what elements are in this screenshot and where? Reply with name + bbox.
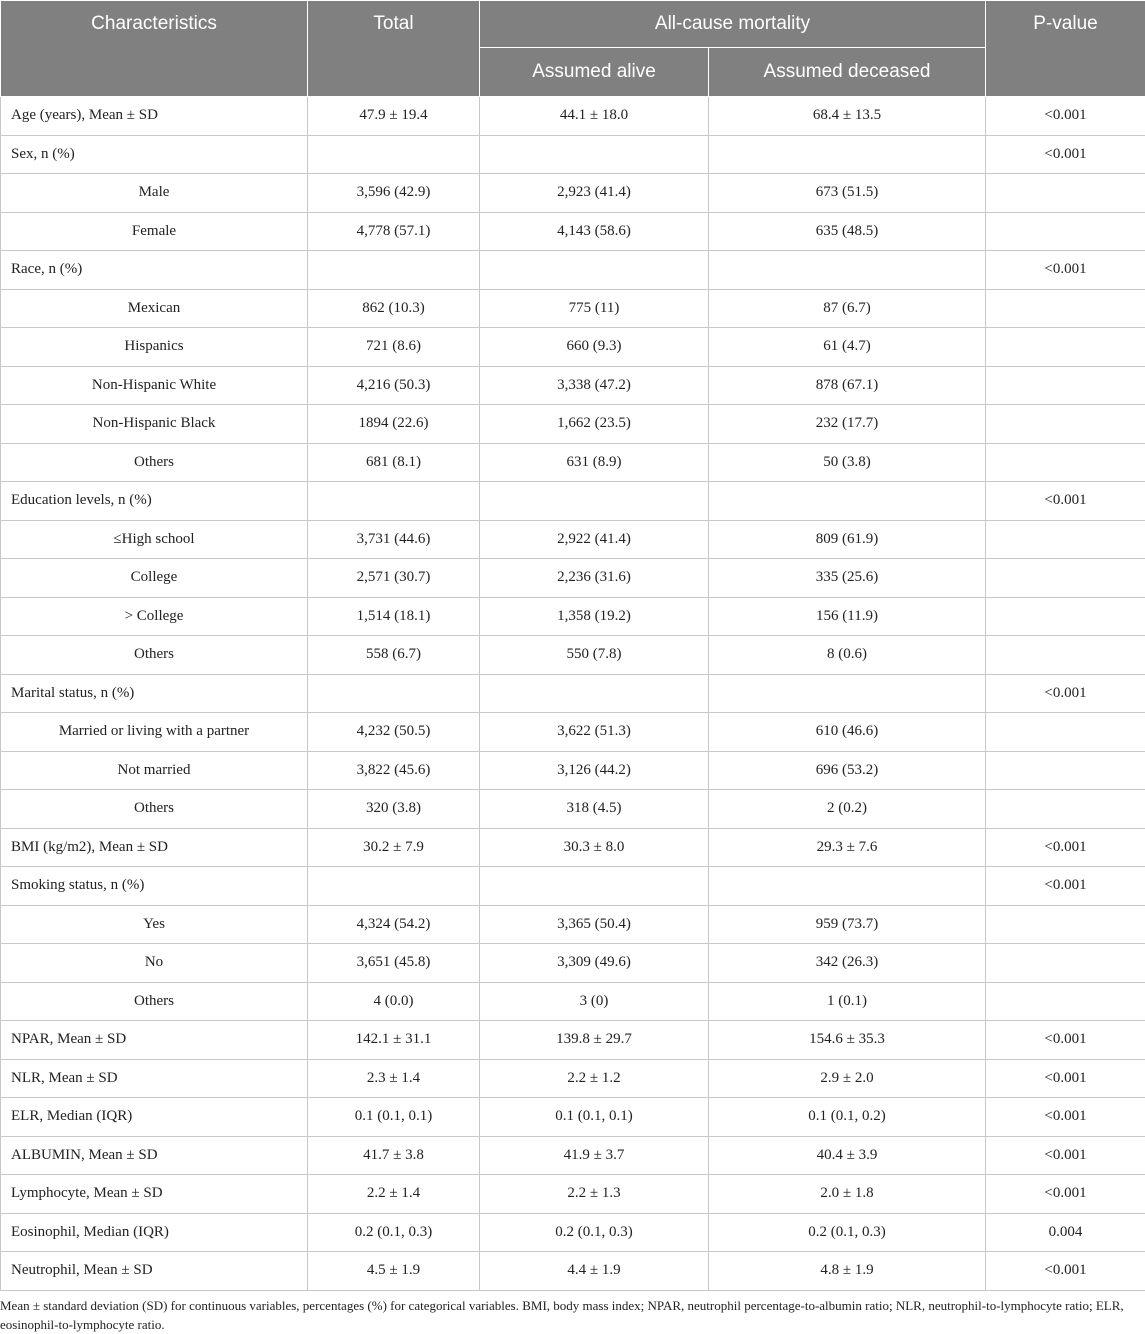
total-cell: 142.1 ± 31.1 bbox=[308, 1021, 480, 1060]
total-cell: 3,651 (45.8) bbox=[308, 944, 480, 983]
row-label: Marital status, n (%) bbox=[1, 674, 308, 713]
assumed-alive-cell: 2.2 ± 1.2 bbox=[480, 1059, 709, 1098]
table-row bbox=[1, 251, 1145, 290]
total-cell: 320 (3.8) bbox=[308, 790, 480, 829]
table-row bbox=[1, 1213, 1145, 1252]
row-label: Eosinophil, Median (IQR) bbox=[1, 1213, 308, 1252]
table-row bbox=[1, 289, 1145, 328]
p-value-cell: <0.001 bbox=[986, 251, 1145, 290]
assumed-alive-cell bbox=[480, 482, 709, 521]
total-cell: 4,232 (50.5) bbox=[308, 713, 480, 752]
row-label: Mexican bbox=[1, 289, 308, 328]
assumed-alive-cell: 3,622 (51.3) bbox=[480, 713, 709, 752]
table-row bbox=[1, 520, 1145, 559]
p-value-cell bbox=[986, 289, 1145, 328]
p-value-cell: <0.001 bbox=[986, 867, 1145, 906]
assumed-alive-cell: 4,143 (58.6) bbox=[480, 212, 709, 251]
total-cell: 681 (8.1) bbox=[308, 443, 480, 482]
total-cell: 3,731 (44.6) bbox=[308, 520, 480, 559]
table-row bbox=[1, 790, 1145, 829]
table-row bbox=[1, 1136, 1145, 1175]
table-row bbox=[1, 982, 1145, 1021]
row-label: Race, n (%) bbox=[1, 251, 308, 290]
assumed-alive-cell: 2,922 (41.4) bbox=[480, 520, 709, 559]
table-row bbox=[1, 636, 1145, 675]
p-value-cell bbox=[986, 944, 1145, 983]
total-cell: 0.2 (0.1, 0.3) bbox=[308, 1213, 480, 1252]
row-label: Hispanics bbox=[1, 328, 308, 367]
total-cell: 2.2 ± 1.4 bbox=[308, 1175, 480, 1214]
assumed-alive-cell: 775 (11) bbox=[480, 289, 709, 328]
row-label: Married or living with a partner bbox=[1, 713, 308, 752]
assumed-deceased-cell: 2.9 ± 2.0 bbox=[709, 1059, 986, 1098]
table-header bbox=[1, 1, 1145, 97]
row-label: ALBUMIN, Mean ± SD bbox=[1, 1136, 308, 1175]
p-value-cell bbox=[986, 328, 1145, 367]
assumed-deceased-cell: 68.4 ± 13.5 bbox=[709, 97, 986, 136]
assumed-deceased-cell: 0.2 (0.1, 0.3) bbox=[709, 1213, 986, 1252]
table-row bbox=[1, 944, 1145, 983]
row-label: ELR, Median (IQR) bbox=[1, 1098, 308, 1137]
total-cell: 4 (0.0) bbox=[308, 982, 480, 1021]
assumed-deceased-cell: 959 (73.7) bbox=[709, 905, 986, 944]
table-row bbox=[1, 212, 1145, 251]
assumed-alive-cell: 3,338 (47.2) bbox=[480, 366, 709, 405]
assumed-alive-cell: 3,126 (44.2) bbox=[480, 751, 709, 790]
assumed-alive-cell: 139.8 ± 29.7 bbox=[480, 1021, 709, 1060]
row-label: Male bbox=[1, 174, 308, 213]
row-label: Age (years), Mean ± SD bbox=[1, 97, 308, 136]
assumed-deceased-cell: 878 (67.1) bbox=[709, 366, 986, 405]
table-row bbox=[1, 405, 1145, 444]
table-row bbox=[1, 482, 1145, 521]
total-cell bbox=[308, 867, 480, 906]
assumed-deceased-cell: 4.8 ± 1.9 bbox=[709, 1252, 986, 1291]
total-cell: 0.1 (0.1, 0.1) bbox=[308, 1098, 480, 1137]
total-cell bbox=[308, 135, 480, 174]
p-value-cell: <0.001 bbox=[986, 828, 1145, 867]
assumed-alive-cell: 2.2 ± 1.3 bbox=[480, 1175, 709, 1214]
table-row bbox=[1, 97, 1145, 136]
assumed-deceased-cell bbox=[709, 674, 986, 713]
p-value-cell: <0.001 bbox=[986, 1021, 1145, 1060]
p-value-cell bbox=[986, 520, 1145, 559]
table-row bbox=[1, 1059, 1145, 1098]
total-cell: 30.2 ± 7.9 bbox=[308, 828, 480, 867]
total-cell: 2.3 ± 1.4 bbox=[308, 1059, 480, 1098]
assumed-deceased-cell: 0.1 (0.1, 0.2) bbox=[709, 1098, 986, 1137]
p-value-cell: <0.001 bbox=[986, 1059, 1145, 1098]
p-value-cell: <0.001 bbox=[986, 1252, 1145, 1291]
p-value-cell: 0.004 bbox=[986, 1213, 1145, 1252]
assumed-alive-cell bbox=[480, 867, 709, 906]
table-row bbox=[1, 828, 1145, 867]
p-value-cell bbox=[986, 559, 1145, 598]
total-cell: 47.9 ± 19.4 bbox=[308, 97, 480, 136]
total-cell bbox=[308, 251, 480, 290]
assumed-deceased-cell bbox=[709, 135, 986, 174]
total-cell: 721 (8.6) bbox=[308, 328, 480, 367]
row-label: No bbox=[1, 944, 308, 983]
row-label: Smoking status, n (%) bbox=[1, 867, 308, 906]
p-value-cell bbox=[986, 636, 1145, 675]
assumed-alive-cell: 3,309 (49.6) bbox=[480, 944, 709, 983]
p-value-cell bbox=[986, 751, 1145, 790]
row-label: Neutrophil, Mean ± SD bbox=[1, 1252, 308, 1291]
assumed-deceased-cell: 696 (53.2) bbox=[709, 751, 986, 790]
assumed-alive-cell: 30.3 ± 8.0 bbox=[480, 828, 709, 867]
table-row bbox=[1, 1098, 1145, 1137]
assumed-alive-cell: 2,923 (41.4) bbox=[480, 174, 709, 213]
row-label: College bbox=[1, 559, 308, 598]
assumed-alive-cell: 660 (9.3) bbox=[480, 328, 709, 367]
total-cell: 4,216 (50.3) bbox=[308, 366, 480, 405]
assumed-deceased-cell: 87 (6.7) bbox=[709, 289, 986, 328]
header-p-value: P-value bbox=[986, 1, 1145, 97]
p-value-cell: <0.001 bbox=[986, 135, 1145, 174]
total-cell: 4.5 ± 1.9 bbox=[308, 1252, 480, 1291]
table-row bbox=[1, 559, 1145, 598]
table-row bbox=[1, 867, 1145, 906]
row-label: Others bbox=[1, 636, 308, 675]
table-row bbox=[1, 597, 1145, 636]
row-label: > College bbox=[1, 597, 308, 636]
p-value-cell bbox=[986, 982, 1145, 1021]
total-cell: 41.7 ± 3.8 bbox=[308, 1136, 480, 1175]
total-cell: 4,324 (54.2) bbox=[308, 905, 480, 944]
assumed-deceased-cell: 2 (0.2) bbox=[709, 790, 986, 829]
assumed-alive-cell: 550 (7.8) bbox=[480, 636, 709, 675]
table-row bbox=[1, 751, 1145, 790]
total-cell: 1894 (22.6) bbox=[308, 405, 480, 444]
assumed-alive-cell: 3,365 (50.4) bbox=[480, 905, 709, 944]
total-cell: 2,571 (30.7) bbox=[308, 559, 480, 598]
assumed-deceased-cell: 342 (26.3) bbox=[709, 944, 986, 983]
p-value-cell bbox=[986, 366, 1145, 405]
row-label: Non-Hispanic Black bbox=[1, 405, 308, 444]
header-all-cause-mortality: All-cause mortality bbox=[480, 1, 986, 48]
row-label: Non-Hispanic White bbox=[1, 366, 308, 405]
assumed-deceased-cell: 635 (48.5) bbox=[709, 212, 986, 251]
assumed-deceased-cell: 50 (3.8) bbox=[709, 443, 986, 482]
assumed-deceased-cell: 673 (51.5) bbox=[709, 174, 986, 213]
total-cell: 1,514 (18.1) bbox=[308, 597, 480, 636]
row-label: BMI (kg/m2), Mean ± SD bbox=[1, 828, 308, 867]
table-row bbox=[1, 1252, 1145, 1291]
assumed-deceased-cell: 8 (0.6) bbox=[709, 636, 986, 675]
row-label: Yes bbox=[1, 905, 308, 944]
p-value-cell: <0.001 bbox=[986, 482, 1145, 521]
assumed-alive-cell: 1,662 (23.5) bbox=[480, 405, 709, 444]
assumed-alive-cell: 631 (8.9) bbox=[480, 443, 709, 482]
table-row bbox=[1, 135, 1145, 174]
assumed-alive-cell bbox=[480, 135, 709, 174]
row-label: Others bbox=[1, 982, 308, 1021]
assumed-deceased-cell: 809 (61.9) bbox=[709, 520, 986, 559]
row-label: NPAR, Mean ± SD bbox=[1, 1021, 308, 1060]
p-value-cell bbox=[986, 597, 1145, 636]
assumed-alive-cell: 44.1 ± 18.0 bbox=[480, 97, 709, 136]
row-label: Female bbox=[1, 212, 308, 251]
assumed-alive-cell: 41.9 ± 3.7 bbox=[480, 1136, 709, 1175]
total-cell bbox=[308, 674, 480, 713]
assumed-deceased-cell bbox=[709, 251, 986, 290]
assumed-deceased-cell bbox=[709, 482, 986, 521]
total-cell: 862 (10.3) bbox=[308, 289, 480, 328]
assumed-deceased-cell: 154.6 ± 35.3 bbox=[709, 1021, 986, 1060]
assumed-alive-cell: 4.4 ± 1.9 bbox=[480, 1252, 709, 1291]
assumed-deceased-cell: 335 (25.6) bbox=[709, 559, 986, 598]
p-value-cell bbox=[986, 713, 1145, 752]
total-cell bbox=[308, 482, 480, 521]
header-assumed-deceased: Assumed deceased bbox=[709, 48, 986, 97]
p-value-cell: <0.001 bbox=[986, 674, 1145, 713]
row-label: Not married bbox=[1, 751, 308, 790]
table-row bbox=[1, 443, 1145, 482]
table-row bbox=[1, 174, 1145, 213]
p-value-cell bbox=[986, 443, 1145, 482]
p-value-cell bbox=[986, 212, 1145, 251]
assumed-alive-cell: 1,358 (19.2) bbox=[480, 597, 709, 636]
row-label: Others bbox=[1, 790, 308, 829]
assumed-deceased-cell: 61 (4.7) bbox=[709, 328, 986, 367]
p-value-cell bbox=[986, 405, 1145, 444]
assumed-deceased-cell: 2.0 ± 1.8 bbox=[709, 1175, 986, 1214]
total-cell: 3,822 (45.6) bbox=[308, 751, 480, 790]
p-value-cell bbox=[986, 174, 1145, 213]
p-value-cell: <0.001 bbox=[986, 1175, 1145, 1214]
total-cell: 3,596 (42.9) bbox=[308, 174, 480, 213]
assumed-alive-cell: 0.1 (0.1, 0.1) bbox=[480, 1098, 709, 1137]
header-total: Total bbox=[308, 1, 480, 97]
table-row bbox=[1, 674, 1145, 713]
p-value-cell bbox=[986, 790, 1145, 829]
table-footnote: Mean ± standard deviation (SD) for continuous variables, percentages (%) for categorical variables. BMI, body mass index; NPAR, neutrophil percentage-to-albumin ratio; NLR, neutrophil-to-lymphocyte ratio; ELR, eosinophil-to-lymphocyte ratio. bbox=[0, 1298, 1124, 1332]
p-value-cell: <0.001 bbox=[986, 1098, 1145, 1137]
assumed-alive-cell: 2,236 (31.6) bbox=[480, 559, 709, 598]
table-row bbox=[1, 328, 1145, 367]
assumed-alive-cell bbox=[480, 251, 709, 290]
assumed-deceased-cell: 29.3 ± 7.6 bbox=[709, 828, 986, 867]
table-row bbox=[1, 1175, 1145, 1214]
assumed-deceased-cell: 1 (0.1) bbox=[709, 982, 986, 1021]
table-body bbox=[1, 97, 1145, 1291]
header-assumed-alive: Assumed alive bbox=[480, 48, 709, 97]
assumed-deceased-cell bbox=[709, 867, 986, 906]
total-cell: 558 (6.7) bbox=[308, 636, 480, 675]
assumed-alive-cell: 3 (0) bbox=[480, 982, 709, 1021]
p-value-cell bbox=[986, 905, 1145, 944]
table-row bbox=[1, 713, 1145, 752]
assumed-deceased-cell: 610 (46.6) bbox=[709, 713, 986, 752]
p-value-cell: <0.001 bbox=[986, 1136, 1145, 1175]
assumed-deceased-cell: 232 (17.7) bbox=[709, 405, 986, 444]
row-label: ≤High school bbox=[1, 520, 308, 559]
row-label: Others bbox=[1, 443, 308, 482]
table-row bbox=[1, 1021, 1145, 1060]
total-cell: 4,778 (57.1) bbox=[308, 212, 480, 251]
row-label: Sex, n (%) bbox=[1, 135, 308, 174]
assumed-deceased-cell: 156 (11.9) bbox=[709, 597, 986, 636]
row-label: Education levels, n (%) bbox=[1, 482, 308, 521]
row-label: Lymphocyte, Mean ± SD bbox=[1, 1175, 308, 1214]
header-characteristics: Characteristics bbox=[1, 1, 308, 97]
table-row bbox=[1, 905, 1145, 944]
assumed-alive-cell: 0.2 (0.1, 0.3) bbox=[480, 1213, 709, 1252]
assumed-alive-cell: 318 (4.5) bbox=[480, 790, 709, 829]
p-value-cell: <0.001 bbox=[986, 97, 1145, 136]
row-label: NLR, Mean ± SD bbox=[1, 1059, 308, 1098]
assumed-deceased-cell: 40.4 ± 3.9 bbox=[709, 1136, 986, 1175]
table-row bbox=[1, 366, 1145, 405]
assumed-alive-cell bbox=[480, 674, 709, 713]
